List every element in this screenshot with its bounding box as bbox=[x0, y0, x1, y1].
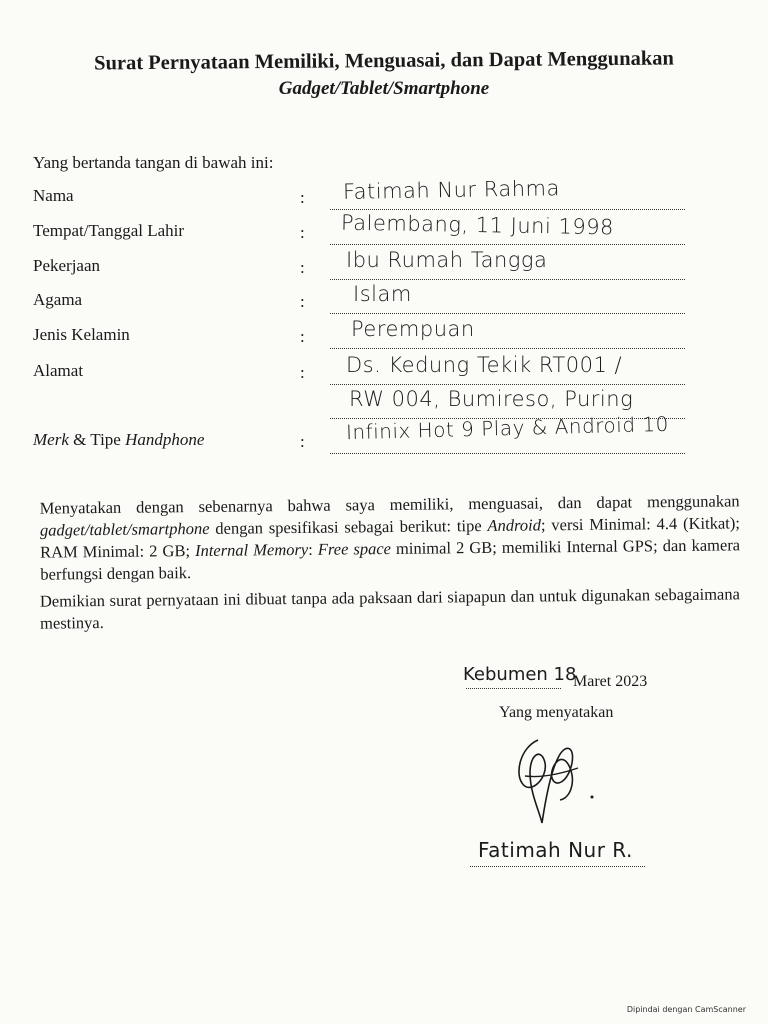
field-label-part: Merk bbox=[33, 430, 69, 449]
paragraph-text: dengan spesifikasi sebagai berikut: tipe bbox=[209, 515, 488, 538]
field-colon: : bbox=[300, 188, 305, 207]
letter-title: Surat Pernyataan Memiliki, Menguasai, dan Dapat Menggunakan bbox=[94, 47, 674, 75]
paragraph-text: Internal Memory bbox=[194, 539, 309, 561]
field-label: Pekerjaan bbox=[33, 256, 101, 275]
dotted-line bbox=[330, 453, 685, 454]
field-value-handwritten: Perempuan bbox=[351, 317, 475, 341]
field-value-handwritten: Palembang, 11 Juni 1998 bbox=[340, 210, 615, 240]
dotted-line bbox=[330, 209, 685, 210]
date-text: Maret 2023 bbox=[573, 673, 648, 690]
dotted-line bbox=[330, 279, 685, 280]
field-value-handwritten: RW 004, Bumireso, Puring bbox=[349, 387, 634, 411]
field-label bbox=[33, 430, 204, 450]
dotted-line bbox=[330, 244, 685, 245]
paragraph-text: : bbox=[308, 539, 318, 559]
field-value-handwritten: Islam bbox=[353, 282, 412, 306]
closing-paragraph: Demikian surat pernyataan ini dibuat tanpa ada paksaan dari siapapun dan untuk digunakan sebagaimana mestinya. bbox=[39, 584, 740, 633]
field-value-handwritten: Infinix Hot 9 Play & Android 10 bbox=[345, 411, 670, 445]
field-colon: : bbox=[300, 432, 305, 451]
closing-text: Yang menyatakan bbox=[499, 704, 614, 721]
field-label-part: & Tipe bbox=[73, 430, 121, 449]
scanner-footer: Dipindai dengan CamScanner bbox=[626, 1005, 746, 1014]
paragraph-text: Free space bbox=[317, 538, 392, 559]
field-label: Nama bbox=[33, 186, 74, 205]
field-value-handwritten: Fatimah Nur Rahma bbox=[342, 176, 561, 204]
paragraph-text: Android bbox=[487, 515, 542, 535]
field-colon: : bbox=[300, 223, 305, 242]
field-row-agama bbox=[33, 282, 763, 320]
signer-name-handwritten: Fatimah Nur R. bbox=[478, 838, 633, 862]
place-handwritten: Kebumen 18 bbox=[463, 664, 577, 685]
field-label: Agama bbox=[33, 290, 83, 309]
field-colon: : bbox=[300, 292, 305, 311]
field-colon: : bbox=[300, 363, 305, 382]
dotted-line bbox=[330, 384, 685, 385]
dotted-line bbox=[470, 866, 645, 867]
field-label: Alamat bbox=[33, 361, 84, 380]
paragraph-text: minimal 2 GB; memiliki Internal GPS; dan kamera berfungsi dengan baik. bbox=[40, 535, 741, 584]
field-value-handwritten: Ds. Kedung Tekik RT001 / bbox=[346, 353, 623, 377]
field-colon: : bbox=[300, 327, 305, 346]
field-value-handwritten: Ibu Rumah Tangga bbox=[346, 248, 548, 272]
field-label: Jenis Kelamin bbox=[33, 325, 130, 344]
dotted-line bbox=[466, 688, 561, 689]
paragraph-text: gadget/tablet/smartphone bbox=[39, 518, 210, 540]
paragraph-text: Menyatakan dengan sebenarnya bahwa saya memiliki, menguasai, dan dapat menggunakan bbox=[39, 491, 740, 518]
field-colon: : bbox=[300, 258, 305, 277]
signature-image bbox=[500, 728, 610, 828]
field-label: Tempat/Tanggal Lahir bbox=[33, 221, 185, 240]
statement-paragraph bbox=[40, 490, 741, 585]
letter-subtitle: Gadget/Tablet/Smartphone bbox=[278, 78, 490, 99]
dotted-line bbox=[330, 313, 685, 314]
field-label-part: Handphone bbox=[125, 430, 205, 449]
dotted-line bbox=[330, 348, 685, 349]
intro-text: Yang bertanda tangan di bawah ini: bbox=[33, 153, 274, 172]
field-row-jenis-kelamin bbox=[33, 317, 763, 355]
field-row-handphone bbox=[33, 411, 763, 460]
field-row-ttl bbox=[33, 210, 763, 251]
paragraph-text: ; versi Minimal: 4.4 (Kitkat); RAM Minimal: 2 GB; bbox=[40, 513, 740, 562]
